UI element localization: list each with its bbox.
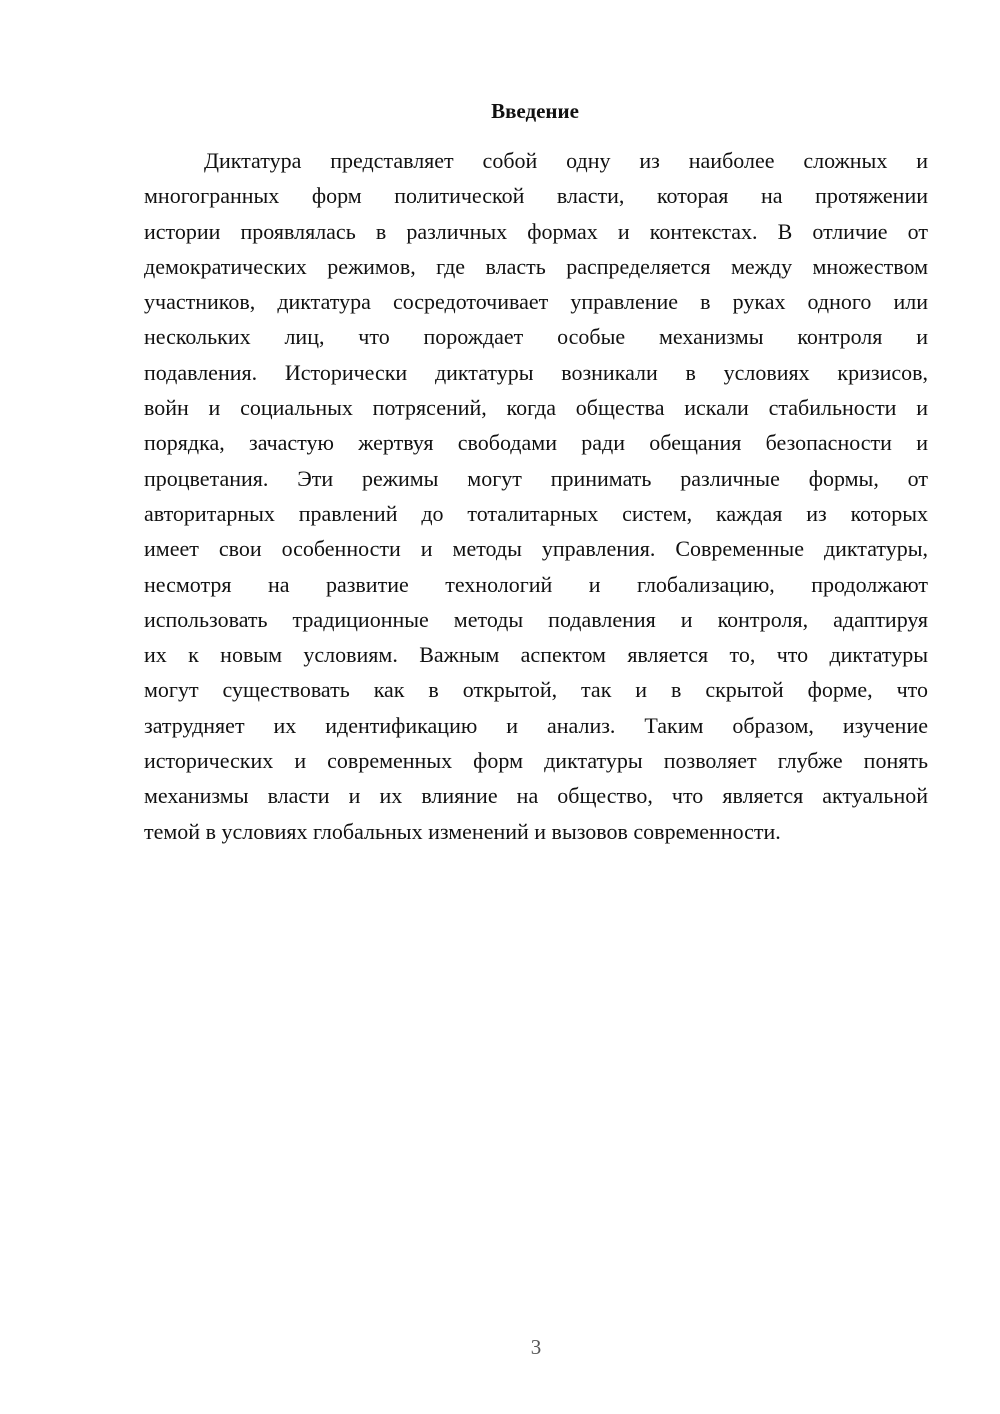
paragraph-line: механизмы власти и их влияние на общество, что является актуальной xyxy=(144,783,928,809)
paragraph-line: исторических и современных форм диктатуры позволяет глубже понять xyxy=(144,748,928,774)
paragraph-line: порядка, зачастую жертвуя свободами ради обещания безопасности и xyxy=(144,430,928,456)
paragraph-line: могут существовать как в открытой, так и в скрытой форме, что xyxy=(144,677,928,703)
paragraph-line: подавления. Исторически диктатуры возникали в условиях кризисов, xyxy=(144,359,928,385)
paragraph-line: имеет свои особенности и методы управления. Современные диктатуры, xyxy=(144,536,928,562)
paragraph-line: использовать традиционные методы подавления и контроля, адаптируя xyxy=(144,606,928,632)
paragraph-line: авторитарных правлений до тоталитарных систем, каждая из которых xyxy=(144,500,928,526)
paragraph-line: Диктатура представляет собой одну из наиболее сложных и xyxy=(204,148,928,173)
paragraph-line: демократических режимов, где власть распределяется между множеством xyxy=(144,253,928,279)
section-heading: Введение xyxy=(491,99,579,123)
body-paragraph xyxy=(144,143,928,849)
paragraph-line: их к новым условиям. Важным аспектом является то, что диктатуры xyxy=(144,642,928,668)
paragraph-line: истории проявлялась в различных формах и контекстах. В отличие от xyxy=(144,218,928,244)
page-number: 3 xyxy=(530,1335,542,1359)
paragraph-line: темой в условиях глобальных изменений и вызовов современности. xyxy=(144,818,781,844)
paragraph-line: многогранных форм политической власти, которая на протяжении xyxy=(144,183,928,209)
paragraph-line: нескольких лиц, что порождает особые механизмы контроля и xyxy=(144,324,928,350)
paragraph-line: войн и социальных потрясений, когда общества искали стабильности и xyxy=(144,395,928,421)
paragraph-line: процветания. Эти режимы могут принимать различные формы, от xyxy=(144,465,928,491)
paragraph-line: несмотря на развитие технологий и глобализацию, продолжают xyxy=(144,571,928,597)
paragraph-line: затрудняет их идентификацию и анализ. Таким образом, изучение xyxy=(144,712,928,738)
paragraph-line: участников, диктатура сосредоточивает управление в руках одного или xyxy=(144,289,928,315)
